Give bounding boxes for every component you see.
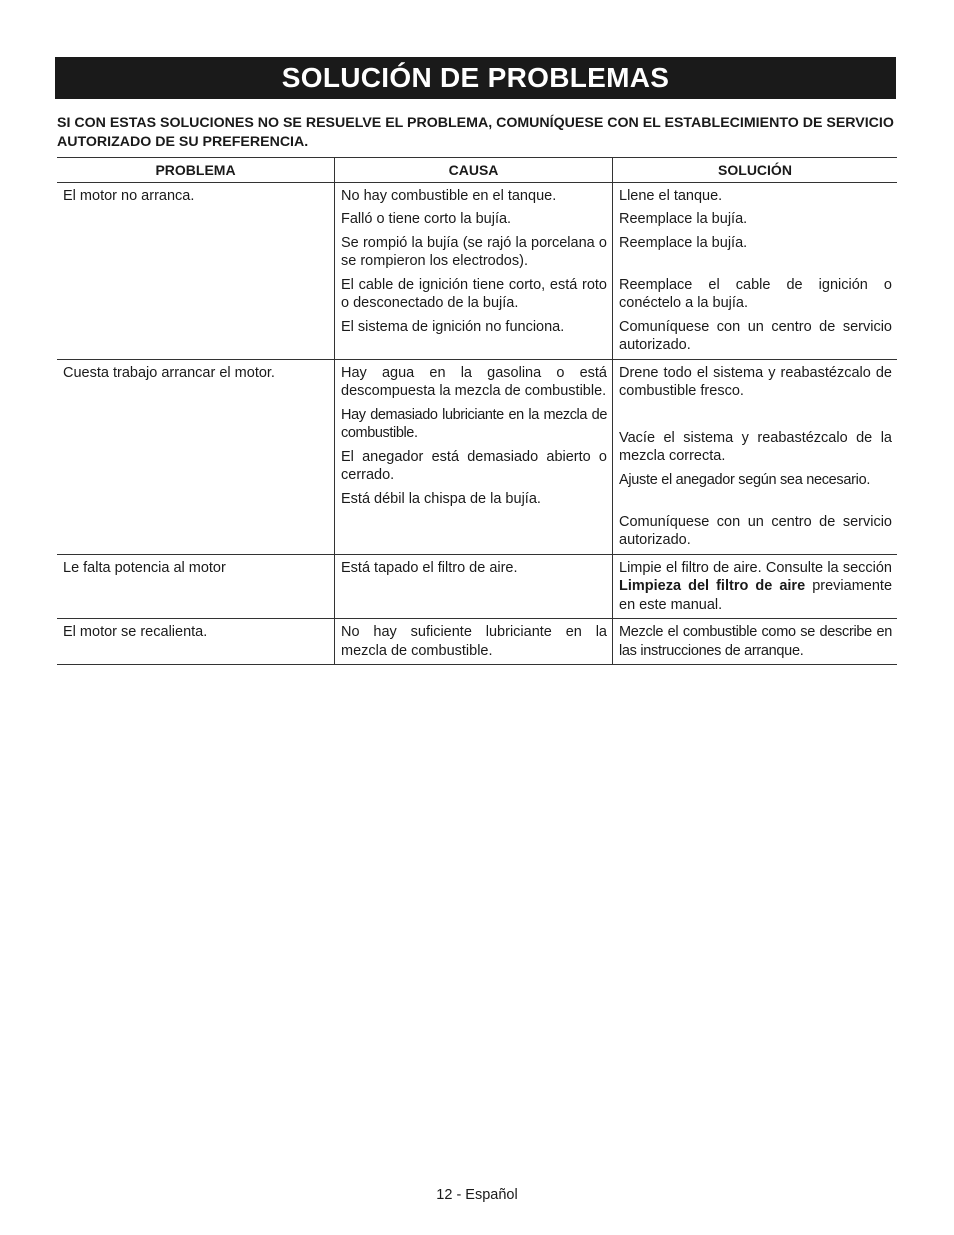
problem-text: El motor no arranca. (63, 187, 195, 204)
solution-item: Comuníquese con un centro de servicio autorizado. (619, 318, 892, 353)
solution-item (619, 559, 892, 615)
header-solucion: SOLUCIÓN (613, 158, 898, 183)
header-causa: CAUSA (335, 158, 613, 183)
cause-item: Se rompió la bujía (se rajó la porcelana o se rompieron los electrodos). (341, 234, 607, 269)
solution-item: Vacíe el sistema y reabastézcalo de la mezcla correcta. (619, 429, 892, 464)
solution-cell (613, 182, 898, 359)
cause-cell (335, 359, 613, 554)
solution-item: Ajuste el anegador según sea necesario. (619, 471, 871, 488)
solution-cell (613, 619, 898, 665)
solution-item: Comuníquese con un centro de servicio autorizado. (619, 513, 892, 548)
problem-text: El motor se recalienta. (63, 624, 208, 640)
solution-cell (613, 554, 898, 619)
cause-cell (335, 619, 613, 665)
cause-item: El sistema de ignición no funciona. (341, 318, 565, 335)
troubleshooting-table (57, 157, 897, 665)
problem-cell (57, 619, 335, 665)
cause-item: Hay demasiado lubriciante en la mezcla de combustible. (341, 406, 607, 441)
table-header-row (57, 158, 897, 183)
header-problema: PROBLEMA (57, 158, 335, 183)
solution-item: Mezcle el combustible como se describe en las instrucciones de arranque. (619, 624, 892, 659)
problem-text: Cuesta trabajo arrancar el motor. (63, 364, 275, 381)
page-title: SOLUCIÓN DE PROBLEMAS (281, 62, 670, 93)
page-footer: 12 - Español (436, 1187, 518, 1203)
cause-item: El cable de ignición tiene corto, está roto o desconectado de la bujía. (341, 276, 607, 311)
solution-text: Limpie el filtro de aire. Consulte la sección (619, 559, 892, 576)
section-reference: Limpieza del filtro de aire (619, 578, 806, 594)
table-row (57, 182, 897, 359)
solution-cell (613, 359, 898, 554)
solution-item: Reemplace la bujía. (619, 211, 748, 227)
cause-item: El anegador está demasiado abierto o cerrado. (341, 448, 607, 483)
cause-cell (335, 182, 613, 359)
solution-item: Reemplace la bujía. (619, 234, 748, 251)
cause-item: Está tapado el filtro de aire. (341, 559, 518, 576)
cause-item: No hay combustible en el tanque. (341, 187, 557, 204)
table-row (57, 359, 897, 554)
title-bar (55, 57, 896, 99)
problem-cell (57, 182, 335, 359)
problem-cell (57, 554, 335, 619)
cause-item: No hay suficiente lubriciante en la mezcla de combustible. (341, 624, 607, 659)
table-row (57, 554, 897, 619)
intro-notice: SI CON ESTAS SOLUCIONES NO SE RESUELVE EL PROBLEMA, COMUNÍQUESE CON EL ESTABLECIMIENTO DE SERVICIO AUTORIZADO DE SU PREFERENCIA. (57, 115, 894, 150)
solution-item: Llene el tanque. (619, 187, 723, 204)
problem-text: Le falta potencia al motor (63, 559, 226, 576)
solution-item: Reemplace el cable de ignición o conéctelo a la bujía. (619, 276, 892, 311)
cause-cell (335, 554, 613, 619)
solution-item: Drene todo el sistema y reabastézcalo de combustible fresco. (619, 364, 892, 399)
problem-cell (57, 359, 335, 554)
cause-item: Hay agua en la gasolina o está descompuesta la mezcla de combustible. (341, 364, 607, 399)
table-row (57, 619, 897, 665)
cause-item: Está débil la chispa de la bujía. (341, 490, 541, 507)
solution-text: previamente en este manual. (619, 578, 893, 613)
cause-item: Falló o tiene corto la bujía. (341, 211, 512, 227)
